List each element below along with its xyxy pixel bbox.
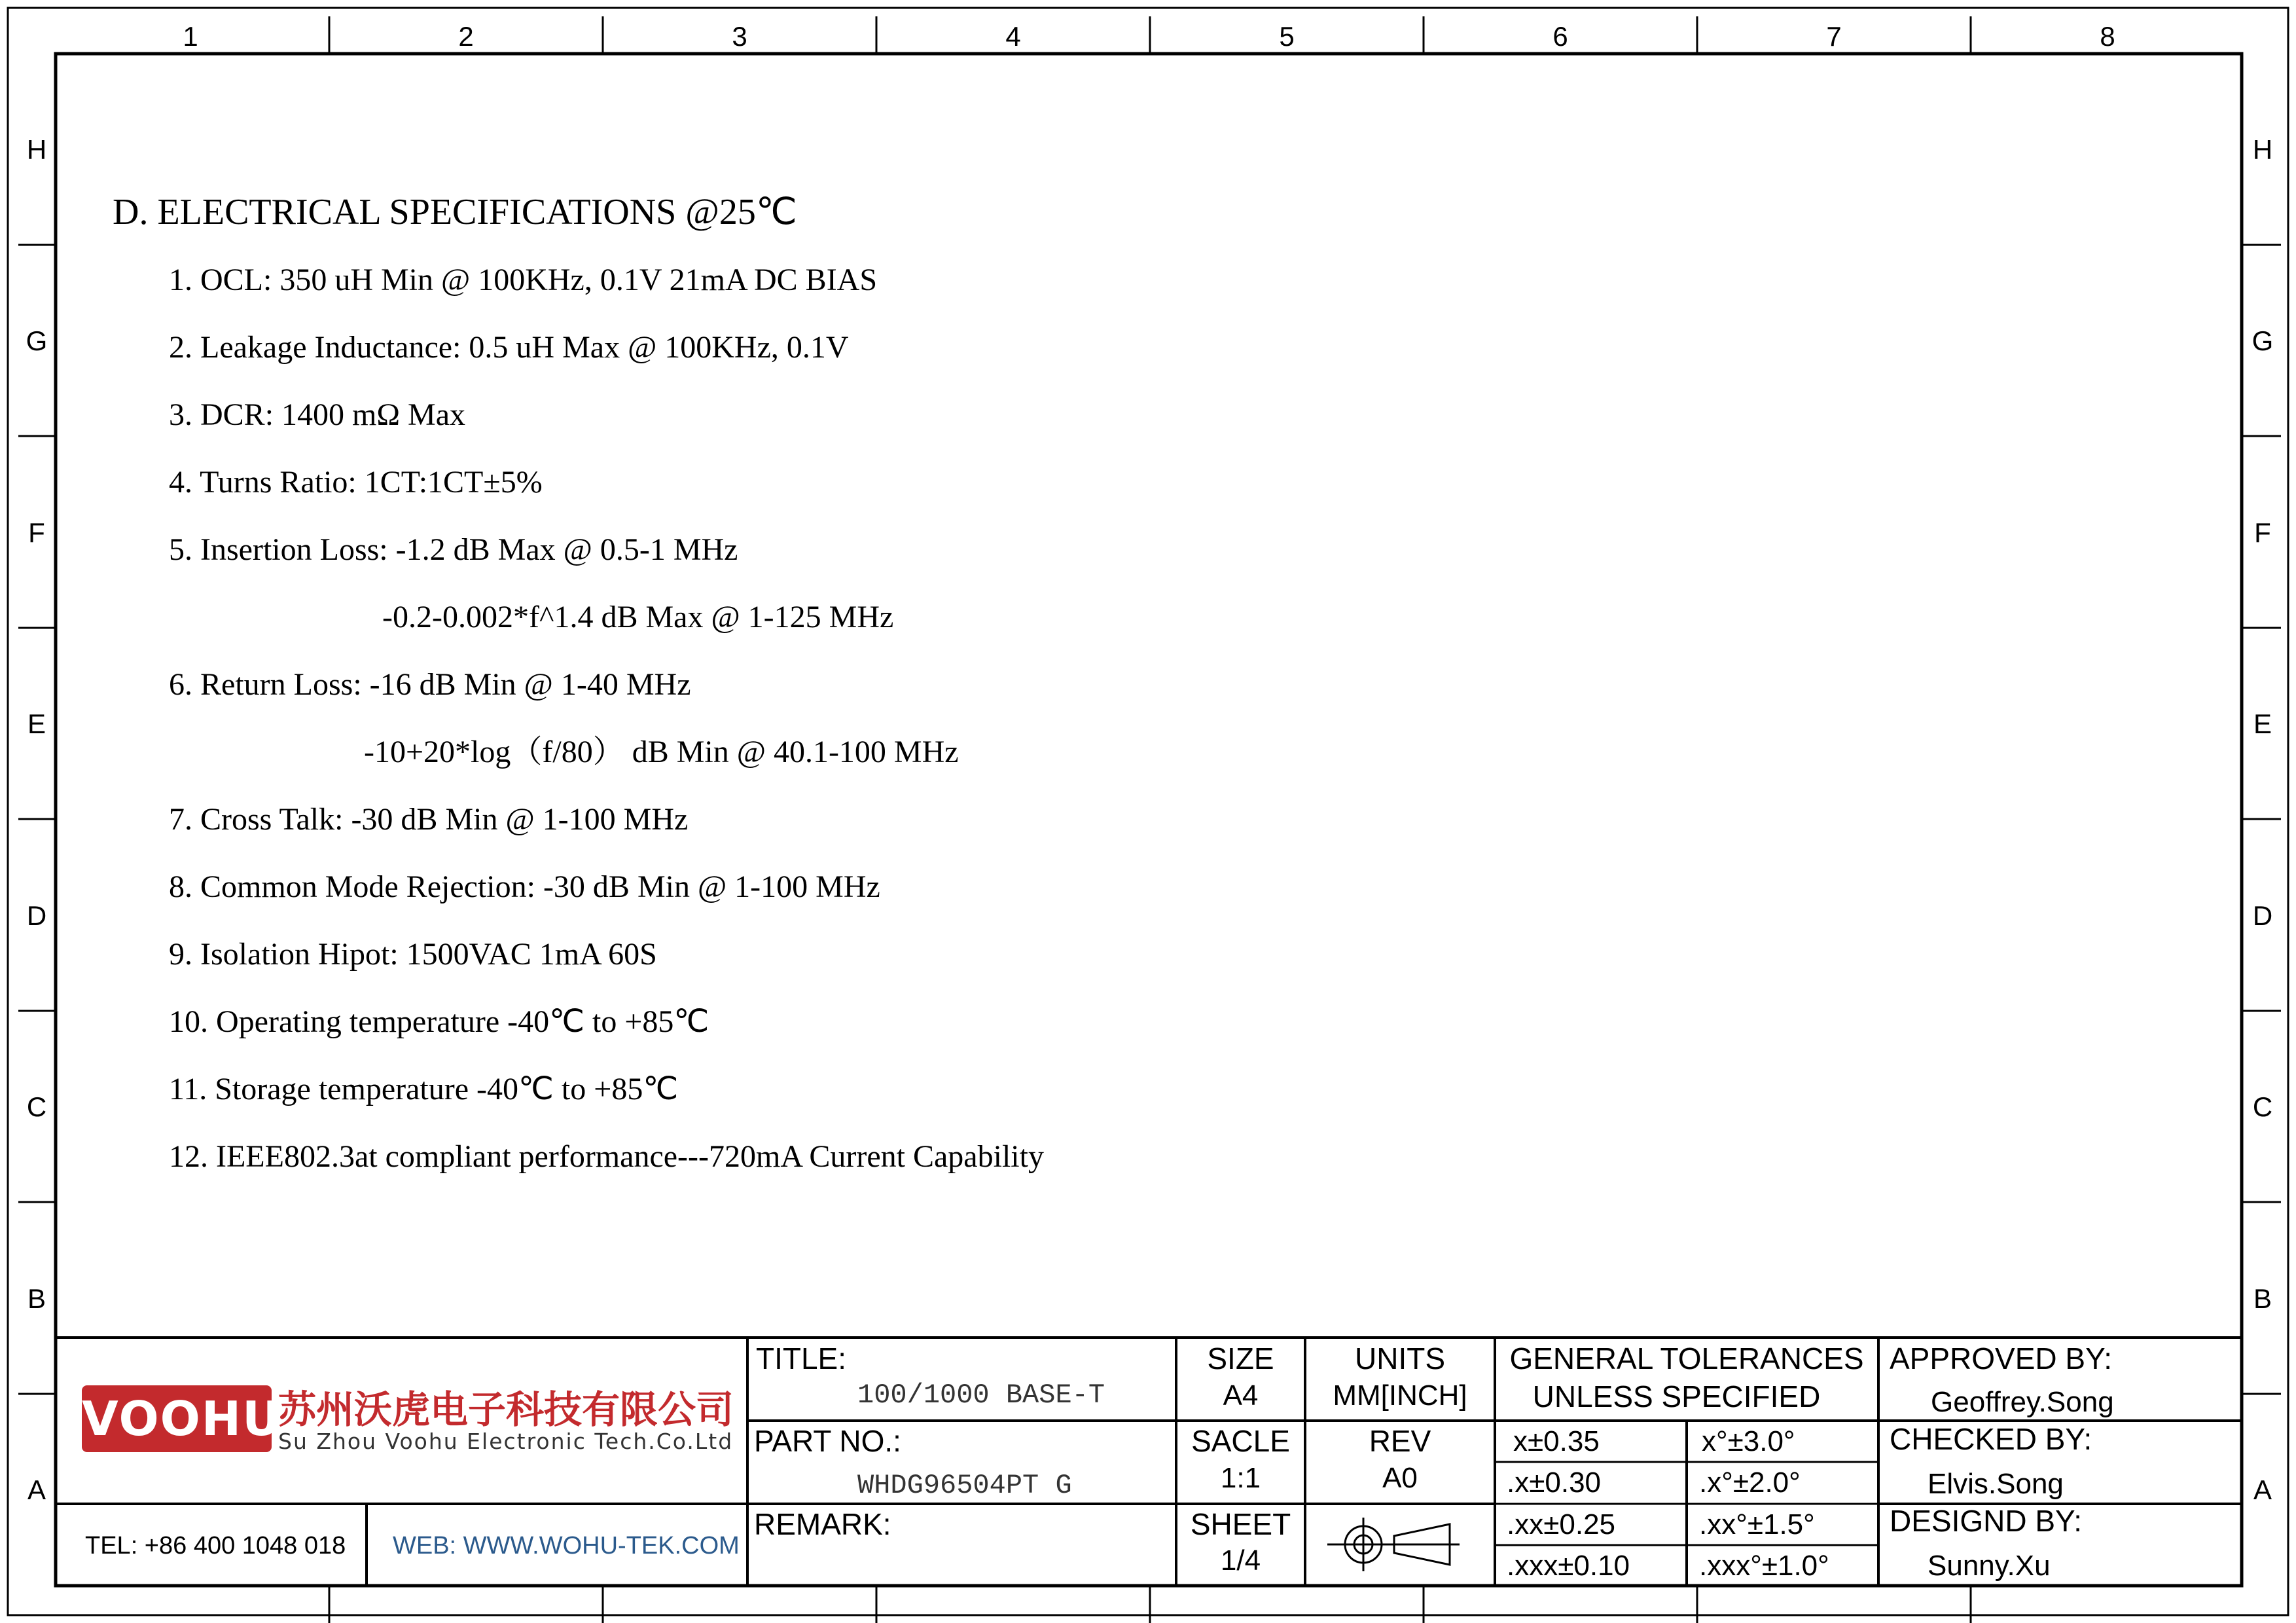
size-value: A4: [1223, 1379, 1259, 1412]
company-website: WEB: WWW.WOHU-TEK.COM: [393, 1532, 740, 1559]
spec-item: 6. Return Loss: -16 dB Min @ 1-40 MHz: [169, 667, 691, 702]
spec-item: 1. OCL: 350 uH Min @ 100KHz, 0.1V 21mA DC BIAS: [169, 263, 878, 297]
revision-value: A0: [1382, 1462, 1418, 1494]
zone-row-label: H: [2252, 134, 2273, 165]
zone-row-label: B: [27, 1283, 46, 1314]
tolerance-angular: .x°±2.0°: [1699, 1467, 1801, 1499]
units-label: UNITS: [1355, 1341, 1445, 1376]
tolerances-heading: GENERAL TOLERANCES: [1509, 1341, 1864, 1376]
approved-by-label: APPROVED BY:: [1890, 1341, 2113, 1376]
spec-item: 4. Turns Ratio: 1CT:1CT±5%: [169, 465, 543, 500]
remark-label: REMARK:: [754, 1507, 891, 1541]
spec-item: 2. Leakage Inductance: 0.5 uH Max @ 100KHz, 0.1V: [169, 330, 849, 365]
tolerance-linear: .x±0.30: [1507, 1467, 1602, 1499]
zone-column-label: 6: [1552, 21, 1568, 52]
zone-row-label: G: [2251, 325, 2274, 356]
tolerances-subheading: UNLESS SPECIFIED: [1532, 1379, 1821, 1413]
checked-by-label: CHECKED BY:: [1890, 1422, 2092, 1456]
scale-label: SACLE: [1191, 1424, 1290, 1458]
spec-item: 9. Isolation Hipot: 1500VAC 1mA 60S: [169, 937, 657, 972]
spec-item: 10. Operating temperature -40℃ to +85℃: [169, 1004, 709, 1039]
sheet-label: SHEET: [1190, 1507, 1291, 1541]
zone-row-label: A: [2253, 1474, 2272, 1505]
title-label: TITLE:: [756, 1341, 847, 1376]
tolerance-angular: .xxx°±1.0°: [1699, 1550, 1829, 1582]
checked-by-value: Elvis.Song: [1928, 1468, 2064, 1500]
zone-column-label: 1: [183, 21, 198, 52]
spec-item: 7. Cross Talk: -30 dB Min @ 1-100 MHz: [169, 802, 689, 837]
designed-by-label: DESIGND BY:: [1890, 1504, 2082, 1538]
tolerance-linear: .xxx±0.10: [1507, 1550, 1630, 1582]
tolerance-angular: x°±3.0°: [1702, 1425, 1795, 1457]
zone-row-label: H: [26, 134, 47, 165]
size-label: SIZE: [1207, 1341, 1274, 1376]
revision-label: REV: [1369, 1424, 1431, 1458]
spec-item: 12. IEEE802.3at compliant performance---720mA Current Capability: [169, 1139, 1044, 1174]
units-value: MM[INCH]: [1333, 1379, 1467, 1412]
zone-row-label: A: [27, 1474, 46, 1505]
zone-row-label: E: [27, 708, 46, 739]
zone-column-label: 8: [2100, 21, 2115, 52]
spec-item: 5. Insertion Loss: -1.2 dB Max @ 0.5-1 MHz: [169, 532, 738, 567]
spec-item-continuation: -10+20*log（f/80） dB Min @ 40.1-100 MHz: [364, 735, 959, 769]
zone-row-label: C: [26, 1091, 47, 1122]
approved-by-value: Geoffrey.Song: [1931, 1386, 2114, 1418]
part-number-value: WHDG96504PT G: [857, 1470, 1072, 1501]
zone-column-label: 2: [458, 21, 474, 52]
part-number-label: PART NO.:: [754, 1424, 901, 1458]
specifications-heading: D. ELECTRICAL SPECIFICATIONS @25℃: [113, 192, 797, 232]
company-name-cn: 苏州沃虎电子科技有限公司: [278, 1387, 734, 1432]
tolerance-linear: x±0.35: [1513, 1425, 1600, 1457]
company-logo: [82, 1385, 282, 1452]
designed-by-value: Sunny.Xu: [1928, 1550, 2051, 1582]
tolerance-linear: .xx±0.25: [1507, 1508, 1616, 1541]
third-angle-projection-icon: [1327, 1518, 1460, 1571]
zone-row-label: E: [2253, 708, 2272, 739]
sheet-value: 1/4: [1220, 1544, 1261, 1577]
zone-column-label: 3: [732, 21, 747, 52]
zone-column-label: 5: [1279, 21, 1295, 52]
zone-row-label: F: [28, 517, 45, 548]
title-value: 100/1000 BASE-T: [857, 1379, 1105, 1411]
zone-row-label: D: [2252, 900, 2273, 931]
tolerance-angular: .xx°±1.5°: [1699, 1508, 1815, 1541]
zone-column-label: 4: [1005, 21, 1021, 52]
company-tel: TEL: +86 400 1048 018: [85, 1532, 346, 1559]
spec-item: 8. Common Mode Rejection: -30 dB Min @ 1-100 MHz: [169, 869, 880, 904]
zone-column-label: 7: [1826, 21, 1842, 52]
zone-row-label: G: [26, 325, 48, 356]
zone-row-label: D: [26, 900, 47, 931]
company-name-en: Su Zhou Voohu Electronic Tech.Co.Ltd: [278, 1429, 734, 1454]
spec-item: 11. Storage temperature -40℃ to +85℃: [169, 1072, 679, 1106]
spec-item: 3. DCR: 1400 mΩ Max: [169, 397, 466, 432]
spec-item-continuation: -0.2-0.002*f^1.4 dB Max @ 1-125 MHz: [382, 600, 894, 634]
scale-value: 1:1: [1220, 1462, 1261, 1494]
company-logo-text: VOOHU: [82, 1391, 282, 1446]
zone-row-label: F: [2254, 517, 2271, 548]
zone-row-label: C: [2252, 1091, 2273, 1122]
zone-row-label: B: [2253, 1283, 2272, 1314]
